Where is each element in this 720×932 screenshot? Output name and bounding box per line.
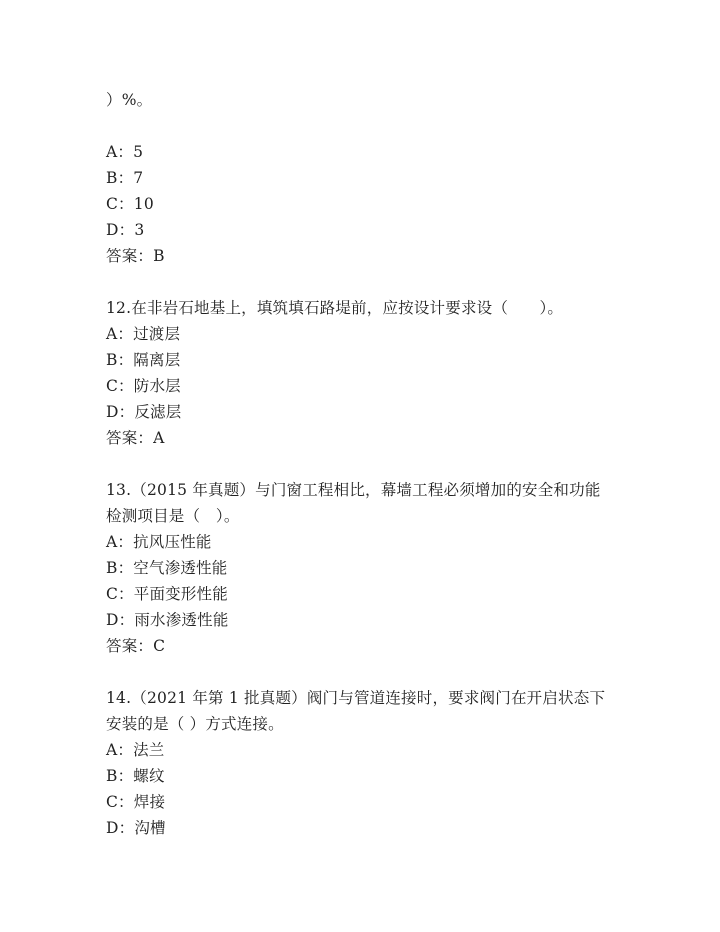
- option-d: D：3: [106, 221, 145, 239]
- answer: 答案：C: [106, 637, 166, 655]
- option-c: C：焊接: [106, 793, 166, 811]
- option-b: B：隔离层: [106, 351, 181, 369]
- question-stem-line-1: 14.（2021 年第 1 批真题）阀门与管道连接时，要求阀门在开启状态下: [106, 689, 606, 707]
- answer: 答案：B: [106, 247, 165, 265]
- option-b: B：螺纹: [106, 767, 165, 785]
- question-stem-line-2: 安装的是（ ）方式连接。: [106, 715, 284, 733]
- option-d: D：雨水渗透性能: [106, 611, 229, 629]
- option-b: B：7: [106, 169, 144, 187]
- option-c: C：防水层: [106, 377, 181, 395]
- question-stem-line-2: 检测项目是（ ）。: [106, 507, 240, 525]
- option-c: C：10: [106, 195, 154, 213]
- option-a: A：法兰: [106, 741, 165, 759]
- question-stem-line-1: 13.（2015 年真题）与门窗工程相比，幕墙工程必须增加的安全和功能: [106, 481, 601, 499]
- option-d: D：沟槽: [106, 819, 166, 837]
- option-d: D：反滤层: [106, 403, 182, 421]
- option-c: C：平面变形性能: [106, 585, 228, 603]
- option-b: B：空气渗透性能: [106, 559, 228, 577]
- option-a: A：过渡层: [106, 325, 181, 343]
- question-stem: 12.在非岩石地基上，填筑填石路堤前，应按设计要求设（ ）。: [106, 299, 564, 317]
- option-a: A：5: [106, 143, 144, 161]
- option-a: A：抗风压性能: [106, 533, 212, 551]
- question-fragment-end: ）%。: [106, 91, 153, 109]
- answer: 答案：A: [106, 429, 165, 447]
